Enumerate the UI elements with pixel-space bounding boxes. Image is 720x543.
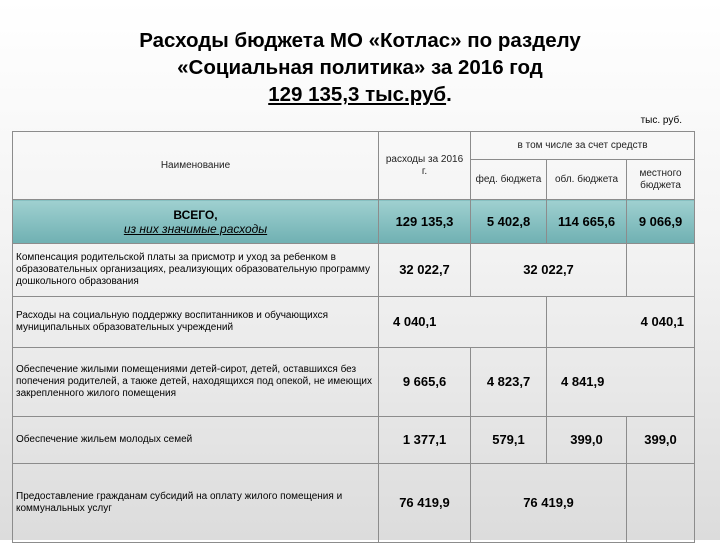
- header-row-1: [13, 132, 695, 160]
- row-fed-obl: 32 022,7: [471, 244, 627, 297]
- row-fed: 579,1: [471, 417, 547, 464]
- table-row: [13, 348, 695, 417]
- page-title: [0, 27, 720, 108]
- table-row: [13, 297, 695, 348]
- row-total: 1 377,1: [379, 417, 471, 464]
- table-row: [13, 417, 695, 464]
- row-name: Обеспечение жильем молодых семей: [13, 417, 379, 464]
- row-local: [627, 464, 695, 543]
- header-total: расходы за 2016 г.: [379, 132, 471, 200]
- row-fed-obl: 76 419,9: [471, 464, 627, 543]
- row-fed: 4 823,7: [471, 348, 547, 417]
- row-obl: 4 841,9: [547, 348, 695, 417]
- total-row-fed: 5 402,8: [471, 200, 547, 244]
- title-line-2: «Социальная политика» за 2016 год: [177, 56, 543, 79]
- header-including: в том числе за счет средств: [471, 132, 695, 160]
- total-row: [13, 200, 695, 244]
- row-local: [627, 244, 695, 297]
- header-name: Наименование: [13, 132, 379, 200]
- total-label: ВСЕГО,: [173, 207, 218, 222]
- row-name: Расходы на социальную поддержку воспитанников и обучающихся муниципальных образовательных учреждений: [13, 297, 379, 348]
- table-row: [13, 244, 695, 297]
- row-total: 76 419,9: [379, 464, 471, 543]
- header-local: местного бюджета: [627, 160, 695, 200]
- total-sublabel: из них значимые расходы: [123, 221, 268, 236]
- title-period: .: [446, 83, 452, 106]
- total-amount-title: 129 135,3 тыс.руб: [268, 83, 447, 106]
- row-name: Обеспечение жилыми помещениями детей-сирот, детей, оставшихся без попечения родителей, а также детей, находящихся под опекой, не имеющих закрепленного жилого помещения: [13, 348, 379, 417]
- header-fed: фед. бюджета: [471, 160, 547, 200]
- total-row-local: 9 066,9: [627, 200, 695, 244]
- row-name: Предоставление гражданам субсидий на оплату жилого помещения и коммунальных услуг: [13, 464, 379, 543]
- row-total: 32 022,7: [379, 244, 471, 297]
- row-name: Компенсация родительской платы за присмотр и уход за ребенком в образовательных организациях, реализующих образовательную программу дошкольного образования: [13, 244, 379, 297]
- row-obl: 399,0: [547, 417, 627, 464]
- row-total: 9 665,6: [379, 348, 471, 417]
- header-obl: обл. бюджета: [547, 160, 627, 200]
- title-line-3: [0, 81, 720, 108]
- total-row-obl: 114 665,6: [547, 200, 627, 244]
- row-local: 4 040,1: [547, 297, 695, 348]
- row-total: 4 040,1: [379, 297, 547, 348]
- row-local: 399,0: [627, 417, 695, 464]
- total-row-total: 129 135,3: [379, 200, 471, 244]
- budget-table: [12, 131, 695, 543]
- table-row: [13, 464, 695, 543]
- total-row-name: [13, 200, 379, 244]
- title-line-1: Расходы бюджета МО «Котлас» по разделу: [139, 29, 581, 52]
- unit-label: тыс. руб.: [640, 115, 682, 126]
